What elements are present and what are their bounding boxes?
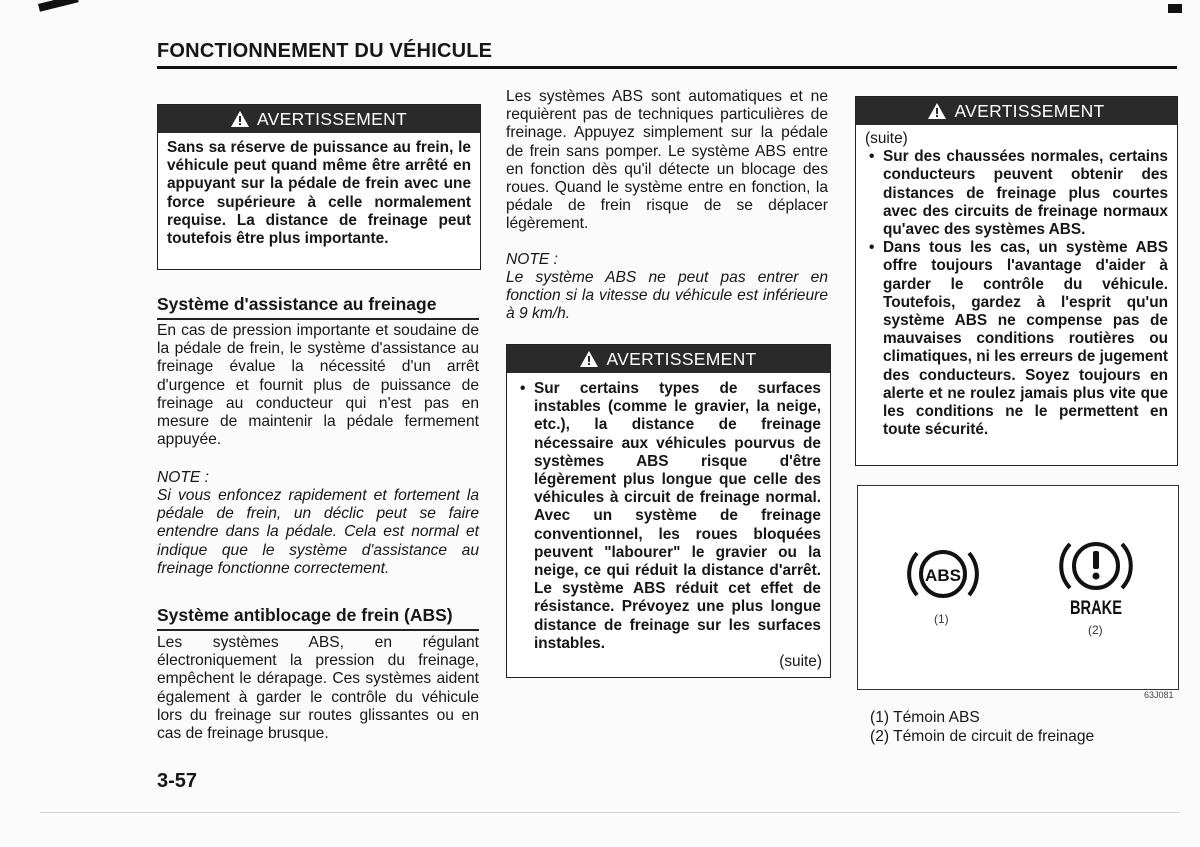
abs-text: Les systèmes ABS, en régulant électroniquement la pression du freinage, empêchent le dérapage. Ces systèmes aident également à garder le contrôle du véhicule lors du freinage sur routes glissantes ou en cas de freinage brusque. bbox=[157, 634, 479, 743]
warning-bullet: • Sur certains types de surfaces instables (comme le gravier, la neige, etc.), la distance de freinage nécessaire aux véhicules pourvus de systèmes ABS risque d'être légèrement plus longue que celle des véhicules à circuit de freinage normal. Avec un système de freinage conventionnel, les roues bloquées peuvent "labourer" le gravier ou la neige, ce qui réduit la distance d'arrêt. Le système ABS réduit cet effet de résistance. Prévoyez une plus longue distance de freinage sur les surfaces instables. bbox=[534, 380, 821, 653]
warning-heading: AVERTISSEMENT bbox=[954, 100, 1105, 121]
scan-corner-mark-left bbox=[38, 0, 79, 12]
brake-assist-rule bbox=[157, 318, 479, 320]
brake-assist-note-label: NOTE : bbox=[157, 469, 209, 486]
warning-bullet-list bbox=[856, 148, 1177, 439]
warning-triangle-icon bbox=[580, 351, 598, 367]
warning-heading: AVERTISSEMENT bbox=[606, 348, 757, 369]
figure-label-2: (2) bbox=[1088, 623, 1103, 637]
bottom-rule bbox=[40, 812, 1180, 813]
brake-assist-text: En cas de pression importante et soudaine de la pédale de frein, le système d'assistance au freinage évalue la nécessité d'un arrêt d'urgence et fournit plus de puissance de freinage au conducteur qui n'est pas en mesure de maintenir la pédale fermement appuyée. bbox=[157, 322, 479, 449]
abs-note-label: NOTE : bbox=[506, 251, 558, 268]
brake-icon-label: BRAKE bbox=[1070, 598, 1122, 616]
figure-legend-2: (2) Témoin de circuit de freinage bbox=[870, 728, 1095, 745]
warning-heading: AVERTISSEMENT bbox=[256, 108, 408, 129]
figure-legend-1: (1) Témoin ABS bbox=[870, 709, 980, 726]
section-title: FONCTIONNEMENT DU VÉHICULE bbox=[157, 40, 493, 62]
figure-code: 63J081 bbox=[1144, 690, 1174, 700]
warning-box-3 bbox=[855, 96, 1178, 466]
warning-header bbox=[856, 97, 1177, 125]
warning-header bbox=[507, 345, 830, 373]
warning-bullet: • Dans tous les cas, un système ABS offre toujours l'avantage d'aider à garder le contrôle du véhicule. Toutefois, gardez à l'esprit qu'un système ABS ne compense pas de mauvaises conditions routières ou climatiques, ni les erreurs de jugement des conducteurs. Soyez toujours en alerte et ne roulez jamais plus vite que les conditions ne le permettent en toute sécurité. bbox=[883, 239, 1168, 439]
brake-assist-heading: Système d'assistance au freinage bbox=[157, 294, 437, 314]
warning-lights-figure bbox=[857, 485, 1179, 690]
header-rule bbox=[157, 66, 1177, 69]
scan-corner-mark-right bbox=[1168, 4, 1182, 13]
abs-rule bbox=[157, 629, 479, 631]
warning-header bbox=[158, 105, 480, 133]
continued-label: (suite) bbox=[779, 653, 822, 670]
abs-warning-light-icon bbox=[901, 539, 985, 609]
abs-heading: Système antiblocage de frein (ABS) bbox=[157, 605, 453, 625]
abs-note-text: Le système ABS ne peut pas entrer en fonction si la vitesse du véhicule est inférieure à 9 km/h. bbox=[506, 269, 828, 323]
warning-box-1 bbox=[157, 104, 481, 270]
abs-auto-text: Les systèmes ABS sont automatiques et ne requièrent pas de techniques particulières de freinage. Appuyez simplement sur la pédale de frein sans pomper. Le système ABS entre en fonction dès qu'il détecte un blocage des roues. Quand le système entre en fonction, la pédale de frein risque de se déplacer légèrement. bbox=[506, 88, 828, 233]
warning-triangle-icon bbox=[231, 111, 249, 127]
brake-assist-note-text: Si vous enfoncez rapidement et fortement la pédale de frein, un déclic peut se faire entendre dans la pédale. Cela est normal et indique que le système d'assistance au freinage fonctionne correctement. bbox=[157, 487, 479, 577]
continued-label: (suite) bbox=[865, 130, 908, 147]
warning-box-2 bbox=[506, 344, 831, 678]
warning-bullet-list bbox=[507, 373, 830, 653]
warning-triangle-icon bbox=[928, 103, 946, 119]
warning-text: Sans sa réserve de puissance au frein, le véhicule peut quand même être arrêté en appuyant sur la pédale de frein avec une force supérieure à celle normalement requise. La distance de freinage peut toutefois être plus importante. bbox=[167, 139, 471, 248]
page-number: 3-57 bbox=[157, 770, 198, 792]
figure-label-1: (1) bbox=[934, 612, 949, 626]
warning-bullet: • Sur des chaussées normales, certains conducteurs peuvent obtenir des distances de freinage plus courtes avec des circuits de freinage normaux qu'avec des systèmes ABS. bbox=[883, 148, 1168, 239]
abs-icon-label: ABS bbox=[925, 566, 961, 585]
brake-warning-light-icon bbox=[1051, 534, 1141, 616]
